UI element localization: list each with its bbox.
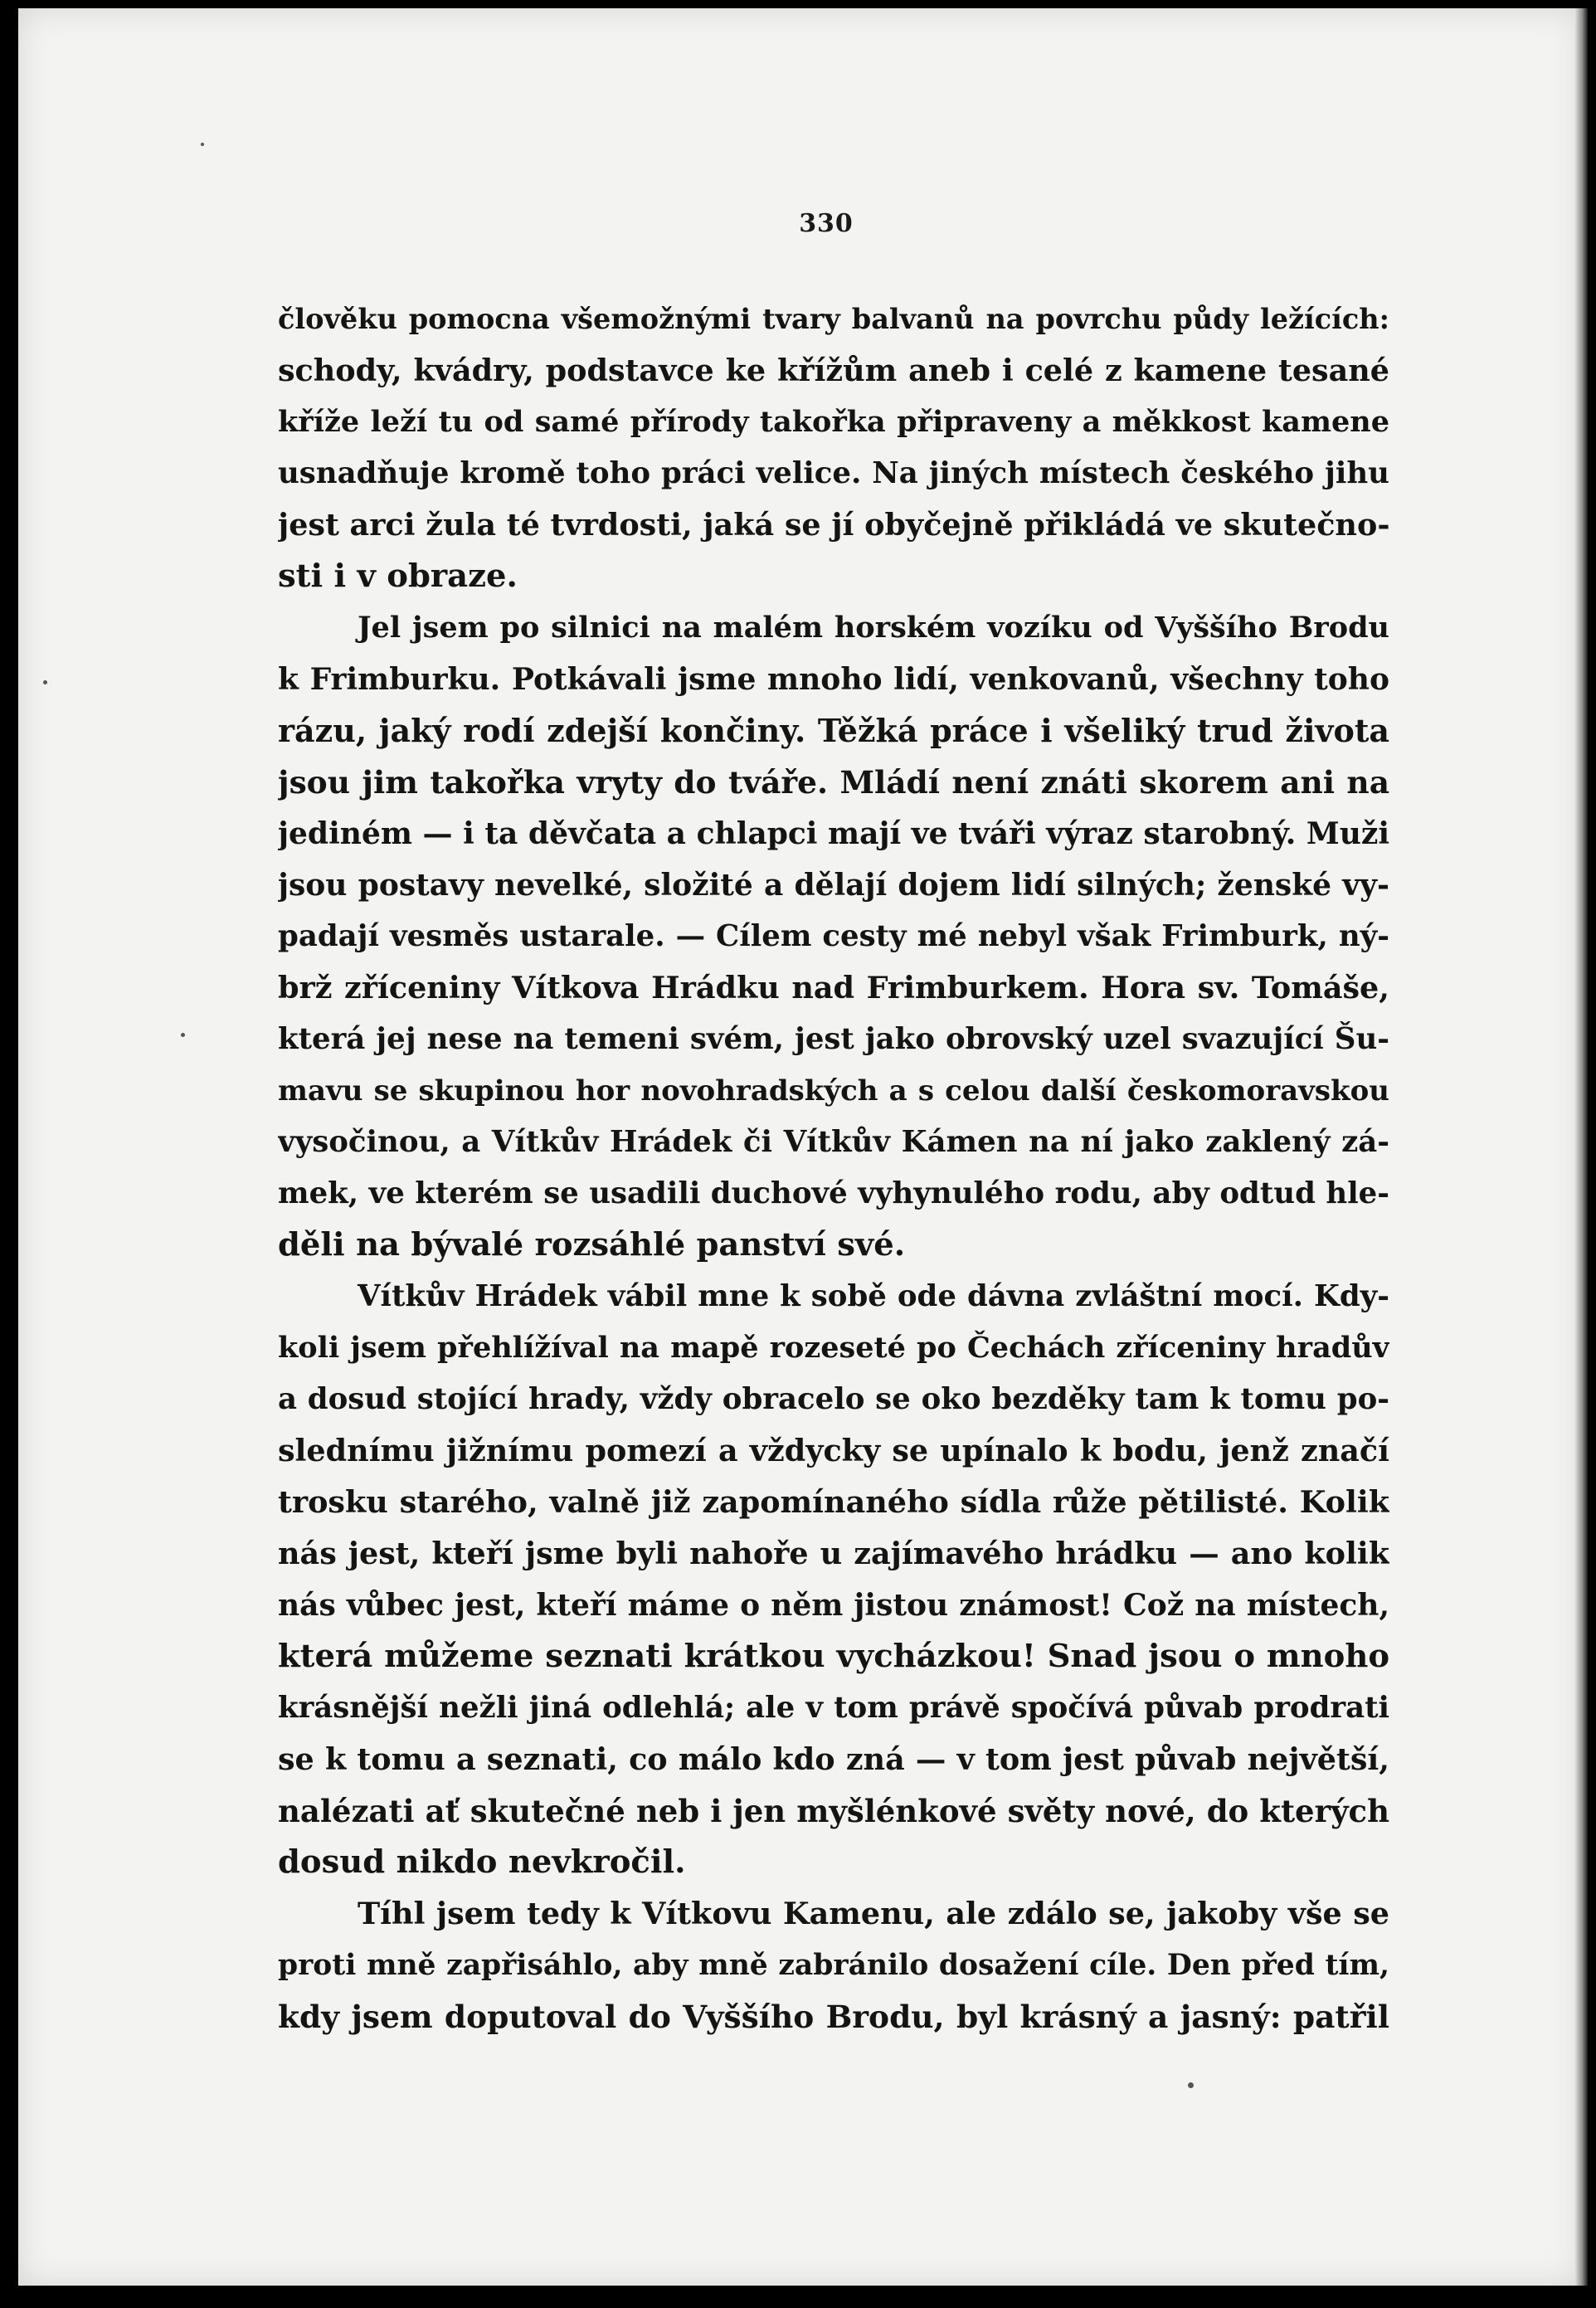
text-line: schody, kvádry, podstavce ke křížům aneb i celé z kamene tesané [278,353,1389,388]
text-line: jest arci žula té tvrdosti, jaká se jí obyčejně přikládá ve skutečno- [278,507,1389,543]
text-line: nalézati ať skutečné neb i jen myšlénkové světy nové, do kterých [278,1793,1389,1829]
text-line: padají vesměs ustarale. — Cílem cesty mé nebyl však Frimburk, ný- [278,919,1389,953]
text-line: kříže leží tu od samé přírody takořka připraveny a měkkost kamene [278,405,1389,439]
text-line: rázu, jaký rodí zdejší končiny. Těžká práce i všeliký trud života [278,712,1389,749]
text-line: a dosud stojící hrady, vždy obracelo se oko bezděky tam k tomu po- [278,1382,1389,1416]
page-number: 330 [799,209,854,238]
text-line: trosku starého, valně již zapomínaného sídla růže pětilisté. Kolik [278,1484,1389,1520]
text-line: která můžeme seznati krátkou vycházkou! Snad jsou o mnoho [278,1638,1389,1675]
text-line: děli na bývalé rozsáhlé panství své. [278,1226,906,1264]
page-edge-shadow [1574,8,1588,2286]
text-line: mek, ve kterém se usadili duchové vyhynulého rodu, aby odtud hle- [278,1176,1389,1210]
text-line: krásnější nežli jiná odlehlá; ale v tom právě spočívá půvab prodrati [278,1691,1389,1725]
paragraph [278,294,1389,602]
paragraph [278,602,1389,1271]
body-text [278,294,1389,2043]
text-line: mavu se skupinou hor novohradských a s celou další českomoravskou [278,1074,1389,1108]
text-line: člověku pomocna všemožnými tvary balvanů na povrchu půdy ležících: [278,303,1389,335]
text-line: usnadňuje kromě toho práci velice. Na jiných místech českého jihu [278,456,1389,490]
text-line: k Frimburku. Potkávali jsme mnoho lidí, venkovanů, všechny toho [278,662,1389,697]
text-line: Jel jsem po silnici na malém horském vozíku od Vyššího Brodu [358,611,1389,645]
text-line: koli jsem přehlížíval na mapě rozeseté po Čechách zříceniny hradův [278,1331,1389,1365]
text-line: kdy jsem doputoval do Vyššího Brodu, byl krásný a jasný: patřil [278,1999,1389,2035]
text-line: brž zříceniny Vítkova Hrádku nad Frimburkem. Hora sv. Tomáše, [278,970,1389,1005]
text-line: Vítkův Hrádek vábil mne k sobě ode dávna zvláštní mocí. Kdy- [358,1279,1389,1313]
text-line: jsou postavy nevelké, složité a dělají dojem lidí silných; ženské vy- [278,868,1389,903]
text-line: která jej nese na temeni svém, jest jako obrovský uzel svazující Šu- [278,1022,1389,1056]
text-line: jediném — i ta děvčata a chlapci mají ve tváři výraz starobný. Muži [278,816,1389,851]
text-line: vysočinou, a Vítkův Hrádek či Vítkův Kámen na ní jako zaklený zá- [278,1125,1389,1159]
text-line: dosud nikdo nevkročil. [278,1843,686,1881]
text-line: sti i v obraze. [278,558,518,595]
text-line: proti mně zapřisáhlo, aby mně zabránilo dosažení cíle. Den před tím, [278,1949,1389,1982]
dust-speck [1188,2082,1194,2088]
text-line: Tíhl jsem tedy k Vítkovu Kamenu, ale zdálo se, jakoby vše se [358,1896,1389,1931]
text-line: se k tomu a seznati, co málo kdo zná — v tom jest půvab největší, [278,1741,1389,1777]
dust-speck [181,1033,185,1037]
text-line: jsou jim takořka vryty do tváře. Mládí není znáti skorem ani na [278,764,1389,801]
paragraph [278,1888,1389,2043]
text-line: nás jest, kteří jsme byli nahoře u zajímavého hrádku — ano kolik [278,1536,1389,1571]
text-line: nás vůbec jest, kteří máme o něm jistou známost! Což na místech, [278,1588,1389,1623]
text-line: slednímu jižnímu pomezí a vždycky se upínalo k bodu, jenž značí [278,1433,1389,1468]
paragraph [278,1271,1389,1888]
dust-speck [43,680,47,684]
dust-speck [201,143,204,146]
